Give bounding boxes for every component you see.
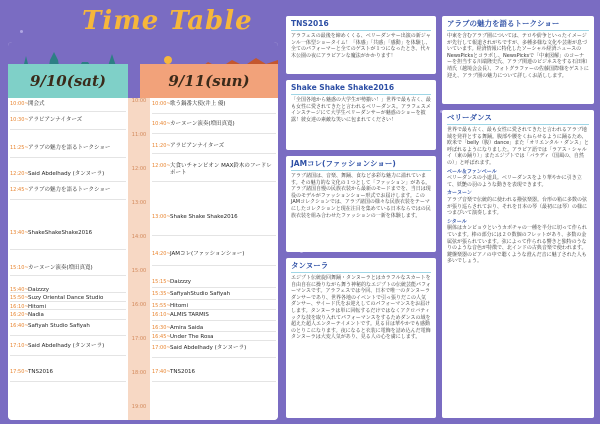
section-tns <box>286 16 436 74</box>
event-row: 14:20~ JAMコレ(ファッションショー) <box>152 242 276 266</box>
section-heading: ベリーダンス <box>447 113 589 125</box>
event-row: 15:40~ Daizzzy <box>10 286 126 293</box>
section-belly <box>442 110 594 418</box>
section-shake <box>286 80 436 150</box>
event-row: 13:00~ Shake Shake Shake2016 <box>152 198 276 236</box>
event-row: 16:20~ Nadia <box>10 311 126 320</box>
event-row: 16:45~ Under The Rosa <box>152 333 276 341</box>
section-jam <box>286 156 436 252</box>
event-row: 15:35~ SafiyahStudio Safiyah <box>152 290 276 300</box>
section-body: エジプト伝統旋回舞踊・タンヌーラとはカラフルなスカートを自由自在に操りながら舞う神秘的なエジプトの伝統芸能パフォーマンスです。アラフェスでは今回、日本で唯一のタンヌーラダンサーであり、世界各地のイベントで引っ張りだこの人気ダンサー、サイード氏をお迎えしてのパフォーマンスをお届けします。タンヌーラは単に回転するだけではなくアクロバティックな技を取り入れてパフォーマンスをするためダンスの域を超えた超人エンターテイメントです。見る目は華やかでも感動のとりこになります。夜になると衣装に電飾を詰め込んだ電飾タンヌーラは大変人気があり、見る人の心を虜にします。 <box>291 275 431 341</box>
section-body: アラブ諸国は、音楽、舞踊、食など多彩な魅力に溢れています。その魅力的な文化の１つとして「ファッション」がある。アラブ諸国自慢の民族衣装から最新のモードまでを、当日は現役のモデルがファッションショー形式でお届けします。このJAMコレクションでは、アラブ諸国の様々な民族衣装をテーマにしたコレクションと現在注目を集めている日本ならではの民族衣装を組み合わせたファッションの一新を体験します。 <box>291 173 431 219</box>
subsection-heading: シタール <box>447 218 467 225</box>
time-column: 10:00 11:00 12:00 13:00 14:00 15:00 16:00 17:00 18:00 19:00 <box>128 98 150 420</box>
section-body: 中東を含むアラブ圏については、テロや紛争といったイメージが先行して報道されがちですが、多種多様な文化や芸術が息づいています。経済情報に特化したソーシャル経済ニュースのNewsPicksとコラボし、NewsPicksで「中東図解」のコーナーを担当する川端隆史氏、アラブ関連のビジネスをする石田和靖氏（越境会会長）、フォトグラファーの佐藤国際様をゲストに迎え、アラブ圏の魅力について詳しくお話しします。 <box>447 33 589 79</box>
event-row: 10:40~ カーヌーン演奏(増田真寛) <box>152 120 276 134</box>
section-heading: Shake Shake Shake2016 <box>291 83 431 95</box>
subsection-body: アラブ音楽で伝統的に使われる撥弦楽器。台形の箱に多数の弦が張り巡らされており、それを日本の琴（最初には琴）の様につまびいて演奏します。 <box>447 196 588 217</box>
event-row: 16:40~ Safiyah Studio Safiyah <box>10 322 126 336</box>
page-title: Time Table <box>82 6 253 36</box>
event-row: 17:00~ Said Abdelhady (タンヌーラ) <box>152 344 276 358</box>
subsection-heading: ベール＆ファンベール <box>447 168 497 175</box>
subsection-heading: カーヌーン <box>447 190 472 197</box>
event-row: 10:00~ 開会式 <box>10 100 126 112</box>
event-row: 17:40~ TNS2016 <box>152 368 276 382</box>
day2-column <box>150 98 278 420</box>
section-heading: JAMコレ(ファッションショー) <box>291 159 431 171</box>
section-body: 「全国各地から魅惑の大学生が勢揃い！」世界で最も古く、最も女性に愛されてきたと言われるベリーダンス。アラフェスメインステージにて大学生ベリーダンサーが魅惑のショーを披露！彼女達の素敵な笑いに包まれてください！ <box>291 97 431 123</box>
event-row: 12:45~ アラブの魅力を語るトークショー <box>10 186 126 200</box>
section-talk <box>442 16 594 104</box>
section-heading: タンヌーラ <box>291 261 431 273</box>
event-row: 13:40~ ShakeShakeShake2016 <box>10 216 126 250</box>
event-row: 12:20~ Said Abdelhady (タンヌーラ) <box>10 170 126 182</box>
event-row: 11:20~ アラビアンナイターズ <box>152 142 276 154</box>
day1-column <box>8 98 128 420</box>
event-row: 16:10~ ALMIS TARMIS <box>152 311 276 321</box>
timetable <box>8 42 278 420</box>
event-row: 10:00~ 歌う鍋番大使(井上 優) <box>152 100 276 114</box>
section-tanoura <box>286 258 436 418</box>
event-row: 10:30~ アラビアンナイターズ <box>10 116 126 130</box>
section-body: アラフェスの最後を締めくくる、ベリーダンサー出演の新ジャンル一体型ショータイム！「体感」「共感」「感動」を体験し、全てのパフォーマーと全てのゲストが１つになったとき、代々木公園の夜にアラビアンな魔法がかかります！ <box>291 33 431 59</box>
event-row: 15:10~ カーヌーン演奏(増田真寛) <box>10 264 126 276</box>
event-row: 17:10~ Said Abdelhady (タンヌーラ) <box>10 342 126 356</box>
section-heading: TNS2016 <box>291 19 431 31</box>
event-row: 16:30~ Amira Saida <box>152 324 276 332</box>
event-row: 16:10~ Hitomi <box>10 303 126 310</box>
event-row: 15:55~ Hitomi <box>152 302 276 310</box>
section-body: 世界で最も古く、最も女性に愛されてきたと言われるアラブ地域を発祥とする舞踊。腹部や腰をくねらせるように踊るため、欧米で「belly（腹）dance」また「オリエンタル・ダンス」と呼ばれるようになりました。アラビア語では「ラアス・シャルイ（東の踊り）」またエジプトでは「バラディ（国風の、自然の）」と呼ばれます。 <box>447 127 589 166</box>
subsection-body: ベリーダンスの小道具。ベリーダンスをより華やかに引き立て、妖艶の羽のような動きを表現できます。 <box>447 175 582 188</box>
event-row: 11:25~ アラブの魅力を語るトークショー <box>10 144 126 158</box>
subsection-body: 胴体はカンピョウというカボチャの一種を半分に切って作られています。棒の部分には２０数個のフレットがあり、多数の金属弦が張られています。弦によって作られる響きと独特のうなりのような音色が特徴で、北インドの古典音楽で使われます。鍵盤楽器のピアノの中で聴くような澄んだ音に魅了された人も多いでしょう。 <box>447 225 587 265</box>
event-row: 17:50~ TNS2016 <box>10 368 126 382</box>
day-header-sun: 9/11(sun) <box>140 64 278 98</box>
event-row: 12:00~ 大食いチャンピオン MAX鈴木のフードレポート <box>152 162 276 182</box>
event-row: 15:50~ Suzy Oriental Dance Studio <box>10 294 126 302</box>
day-header-sat: 9/10(sat) <box>8 64 128 98</box>
event-row: 15:15~ Daizzzy <box>152 278 276 288</box>
section-heading: アラブの魅力を語るトークショー <box>447 19 589 31</box>
